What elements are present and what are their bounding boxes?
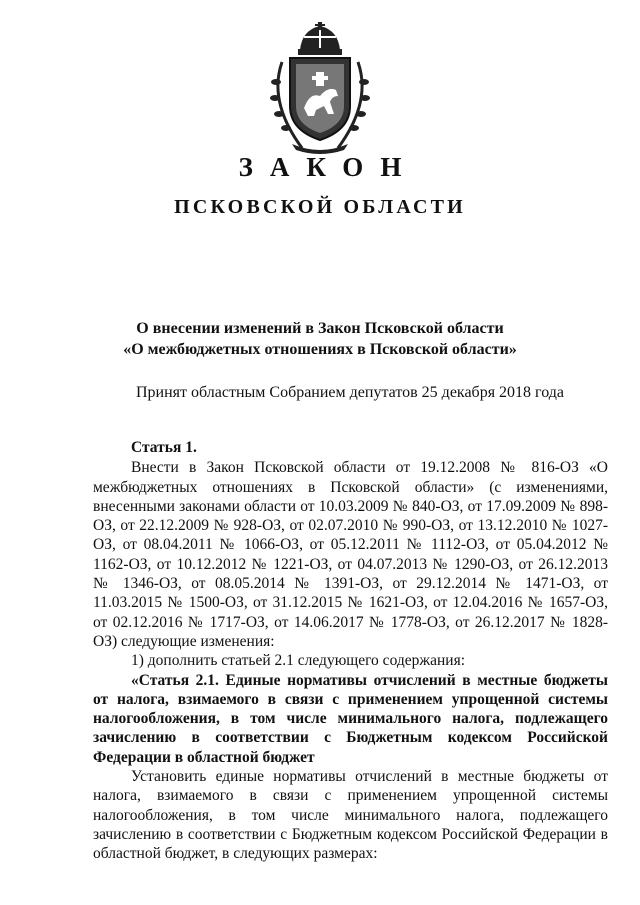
- coat-of-arms-icon: [262, 22, 378, 156]
- article-1-item-1: 1) дополнить статьей 2.1 следующего содержания:: [131, 652, 465, 670]
- document-body: [93, 438, 608, 864]
- adoption-note: Принят областным Собранием депутатов 25 декабря 2018 года: [136, 384, 564, 401]
- document-title-line-2: «О межбюджетных отношениях в Псковской области»: [123, 341, 517, 358]
- article-1-heading: Статья 1.: [131, 439, 197, 456]
- new-article-heading: «Статья 2.1. Единые нормативы отчислений в местные бюджеты от налога, взимаемого в связи с применением упрощенной системы налогообложения, в том числе минимального налога, подлежащего зачислению в соответствии с Бюджетным кодексом Российской Федерации в областной бюджет: [93, 671, 608, 766]
- document-type-heading: ЗАКОН: [238, 152, 419, 182]
- new-article-text: Установить единые нормативы отчислений в местные бюджеты от налога, взимаемого в связи с применением упрощенной системы налогообложения, в том числе минимального налога, подлежащего зачислению в соответствии с Бюджетным кодексом Российской Федерации в областной бюджет, в следующих размерах:: [93, 768, 608, 863]
- region-heading: ПСКОВСКОЙ ОБЛАСТИ: [174, 196, 466, 218]
- article-1-intro: Внести в Закон Псковской области от 19.12.2008 № 816-ОЗ «О межбюджетных отношениях в Псковской области» (с изменениями, внесенными законами области от 10.03.2009 № 840-ОЗ, от 17.09.2009 № 898-ОЗ, от 22.12.2009 № 928-ОЗ, от 02.07.2010 № 990-ОЗ, от 13.12.2010 № 1027-ОЗ, от 08.04.2011 № 1066-ОЗ, от 05.12.2011 № 1112-ОЗ, от 05.04.2012 № 1162-ОЗ, от 10.12.2012 № 1221-ОЗ, от 04.07.2013 № 1290-ОЗ, от 26.12.2013 № 1346-ОЗ, от 08.05.2014 № 1391-ОЗ, от 29.12.2014 № 1471-ОЗ, от 11.03.2015 № 1500-ОЗ, от 31.12.2015 № 1621-ОЗ, от 12.04.2016 № 1657-ОЗ, от 02.12.2016 № 1717-ОЗ, от 14.06.2017 № 1778-ОЗ, от 26.12.2017 № 1828-ОЗ) следующие изменения:: [93, 459, 608, 650]
- document-title: [0, 318, 640, 360]
- document-title-line-1: О внесении изменений в Закон Псковской области: [136, 320, 504, 337]
